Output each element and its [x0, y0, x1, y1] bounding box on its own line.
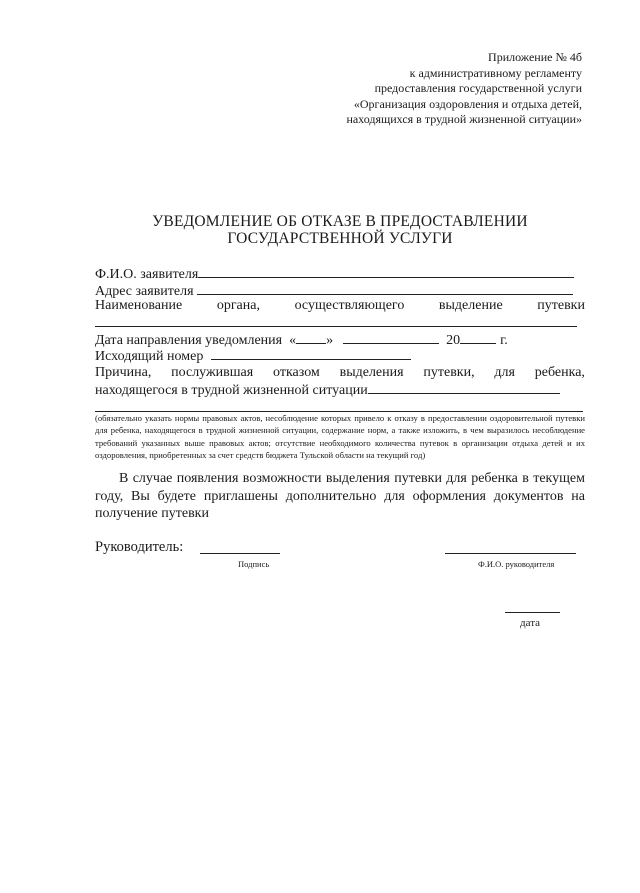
organ-word: осуществляющего	[294, 298, 405, 313]
organ-word: путевки	[537, 298, 585, 313]
date-day-field[interactable]	[296, 331, 326, 344]
reason-word: Причина,	[95, 365, 152, 380]
head-label: Руководитель:	[95, 539, 184, 555]
applicant-address-label: Адрес заявителя	[95, 284, 194, 299]
reason-word: путевки,	[423, 365, 475, 380]
organ-word: Наименование	[95, 298, 183, 313]
reason-line-2: находящегося в трудной жизненной ситуации	[95, 383, 368, 398]
organ-word: выделение	[438, 298, 503, 313]
reason-word: отказом	[273, 365, 320, 380]
applicant-fio-field[interactable]	[198, 265, 574, 278]
appendix-line: предоставления государственной услуги	[374, 81, 582, 95]
outgoing-number-label: Исходящий номер	[95, 349, 204, 364]
applicant-fio-row	[95, 265, 585, 283]
date-close-quote: »	[326, 333, 334, 348]
organ-name-field[interactable]	[95, 326, 577, 327]
reason-field[interactable]	[368, 381, 560, 394]
date-year-prefix: 20	[446, 333, 461, 348]
applicant-address-field[interactable]	[197, 282, 573, 295]
outgoing-number-row	[95, 347, 585, 365]
applicant-fio-label: Ф.И.О. заявителя	[95, 267, 199, 282]
signature-caption: Подпись	[238, 559, 270, 569]
date-year-suffix: г.	[500, 333, 508, 348]
date-caption: дата	[520, 617, 541, 629]
notice-date-label: Дата направления уведомления	[95, 333, 283, 348]
organ-word: органа,	[216, 298, 260, 313]
reason-word: выделения	[339, 365, 404, 380]
date-month-field[interactable]	[343, 331, 439, 344]
reason-note: (обязательно указать нормы правовых актов, несоблюдение которых привело к отказу в предоставлении оздоровительной путевки для ребенка, находящегося в трудной жизненной ситуации, содержание норм, а также изложить, в чем выразилось несоблюдение требований указанных выше правовых актов; отсутствие необходимого количества путевок в организации отдыха детей и их оздоровления, приобретенных за счет средств бюджета Тульской области на текущий год)	[95, 413, 585, 460]
reason-row	[95, 365, 585, 381]
appendix-header	[252, 50, 582, 128]
date-signature-field[interactable]	[505, 612, 560, 613]
head-fio-field[interactable]	[445, 553, 576, 554]
date-year-field[interactable]	[460, 331, 496, 344]
signature-field[interactable]	[200, 553, 280, 554]
reason-row-2	[95, 381, 585, 399]
title-line-1: УВЕДОМЛЕНИЕ ОБ ОТКАЗЕ В ПРЕДОСТАВЛЕНИИ	[152, 213, 528, 230]
appendix-line: к административному регламенту	[409, 65, 582, 80]
date-open-quote: «	[289, 333, 297, 348]
appendix-line: «Организация оздоровления и отдыха детей,	[353, 96, 582, 111]
fio-caption: Ф.И.О. руководителя	[478, 559, 555, 569]
organ-name-row	[95, 298, 585, 314]
outgoing-number-field[interactable]	[211, 347, 411, 360]
reason-word: ребенка,	[534, 365, 585, 380]
document-title	[80, 213, 600, 247]
invitation-paragraph: В случае появления возможности выделения путевки для ребенка в текущем году, Вы будете приглашены дополнительно для оформления документов на получение путевки	[95, 471, 585, 521]
appendix-line: находящихся в трудной жизненной ситуации»	[346, 112, 582, 126]
appendix-line: Приложение № 4б	[488, 50, 582, 64]
title-line-2: ГОСУДАРСТВЕННОЙ УСЛУГИ	[227, 230, 453, 247]
reason-word: для	[494, 365, 515, 380]
reason-word: послужившая	[171, 365, 254, 380]
